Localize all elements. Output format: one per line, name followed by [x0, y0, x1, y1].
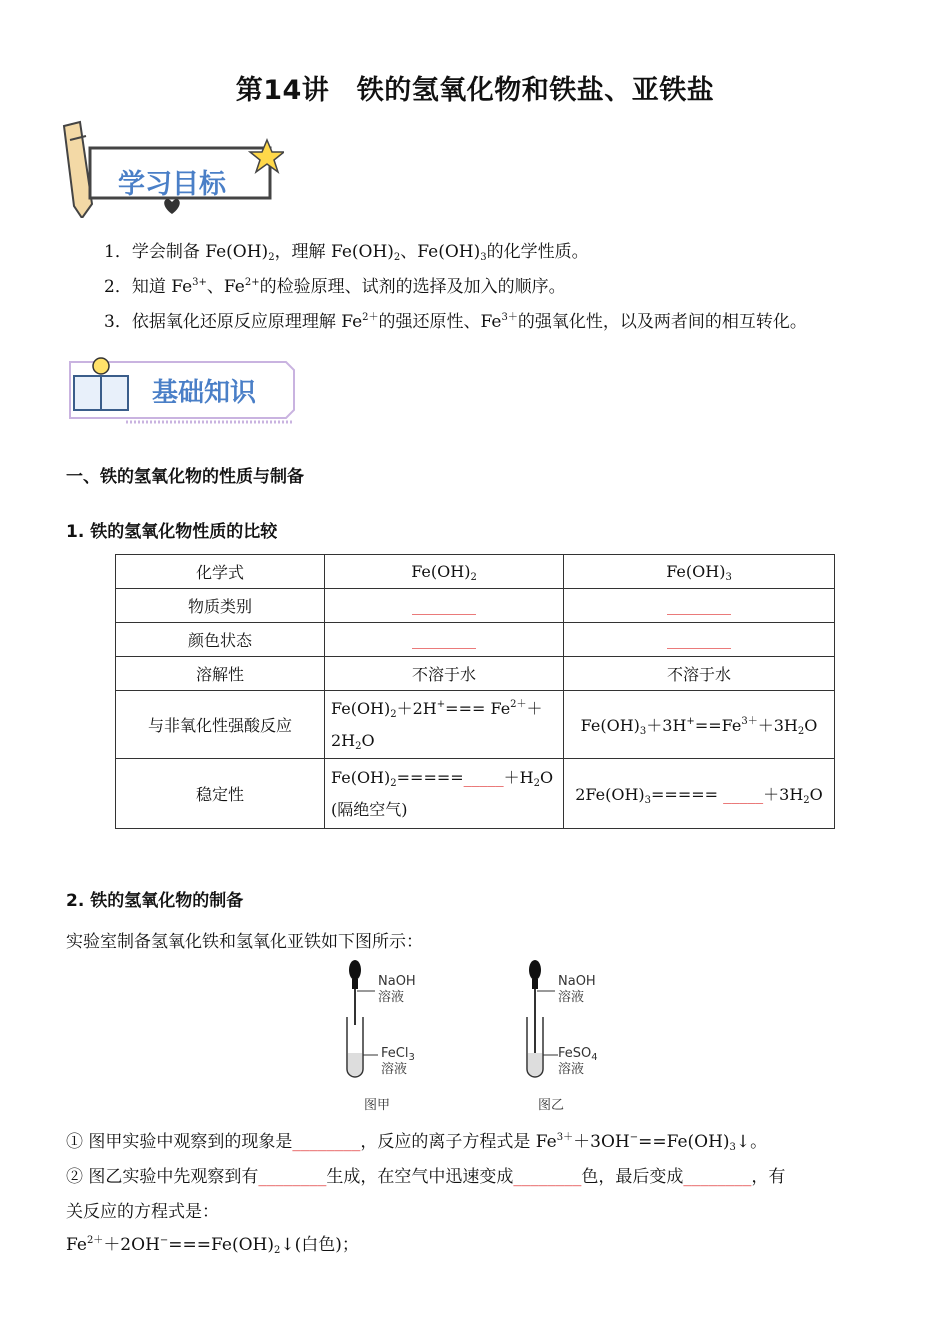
answer-blank: ________	[564, 623, 835, 657]
intro-text: 实验室制备氢氧化铁和氢氧化亚铁如下图所示：	[66, 932, 423, 952]
goal-3: 3．依据氧化还原反应原理理解 $Fe^{2+}$的强还原性、$Fe^{3+}$的强氧化性，以及两者间的相互转化。	[104, 312, 807, 332]
answer-blank: ________	[292, 1132, 361, 1152]
caption-b: 图乙	[538, 1098, 565, 1113]
table-cell: 稳定性	[116, 759, 325, 829]
table-cell: 溶解性	[116, 657, 325, 691]
table-cell: 物质类别	[116, 589, 325, 623]
label-fecl3: FeCl$_3$ 溶液	[381, 1046, 415, 1077]
table-cell: $Fe(OH)_2=====\_\_\_\_\_+H_2O$ (隔绝空气)	[325, 759, 564, 829]
table-row	[116, 623, 835, 657]
property-table	[115, 554, 835, 829]
table-cell: 颜色状态	[116, 623, 325, 657]
label-naoh-a: NaOH 溶液	[378, 974, 416, 1005]
question-2-cont: 关反应的方程式是：	[66, 1202, 219, 1222]
table-row	[116, 589, 835, 623]
answer-blank: _____	[723, 785, 764, 804]
pencil-icon	[64, 122, 92, 218]
label-naoh-b: NaOH 溶液	[558, 974, 596, 1005]
goal-1: 1．学会制备 $Fe(OH)_2$，理解 $Fe(OH)_2$、$Fe(OH)_3$的化学性质。	[104, 242, 589, 263]
sub-heading-1: 1. 铁的氢氧化物性质的比较	[66, 522, 278, 542]
heart-icon	[164, 199, 180, 214]
table-row	[116, 555, 835, 589]
table-cell: $Fe(OH)_2+2H^+=== Fe^{2+}+$ $2H_2O$	[325, 691, 564, 759]
table-row	[116, 759, 835, 829]
sub-heading-2: 2. 铁的氢氧化物的制备	[66, 891, 244, 911]
answer-blank: _____	[463, 767, 504, 787]
table-header-cell: $Fe(OH)_3$	[564, 555, 835, 589]
caption-a: 图甲	[364, 1098, 391, 1113]
section-heading-1: 一、铁的氢氧化物的性质与制备	[66, 467, 304, 487]
dropper-a-icon	[349, 960, 375, 1025]
question-2: ② 图乙实验中先观察到有________生成，在空气中迅速变成________色，最后变成________，有	[66, 1167, 786, 1187]
question-1: ① 图甲实验中观察到的现象是________，反应的离子方程式是 $Fe^{3+}+3OH^-==Fe(OH)_3↓$。	[66, 1132, 768, 1153]
table-header-cell: $Fe(OH)_2$	[325, 555, 564, 589]
test-tube-b-icon	[527, 1017, 558, 1077]
label-feso4: FeSO$_4$ 溶液	[558, 1046, 598, 1077]
table-cell: 与非氧化性强酸反应	[116, 691, 325, 759]
table-cell: $2Fe(OH)_3=====$ $\_\_\_\_\_+3H_2O$	[564, 759, 835, 829]
page-title: 第14讲 铁的氢氧化物和铁盐、亚铁盐	[235, 75, 715, 106]
answer-blank: ________	[683, 1167, 752, 1187]
answer-blank: ________	[258, 1167, 327, 1187]
goal-2: 2．知道 $Fe^{3+}$、$Fe^{2+}$的检验原理、试剂的选择及加入的顺序。	[104, 277, 566, 297]
test-tube-a-icon	[347, 1017, 378, 1077]
goals-banner-label: 学习目标	[118, 169, 226, 200]
lightbulb-icon	[93, 358, 109, 374]
table-row	[116, 691, 835, 759]
answer-blank: ________	[325, 623, 564, 657]
dropper-b-icon	[529, 960, 555, 1055]
answer-blank: ________	[325, 589, 564, 623]
table-cell: 不溶于水	[325, 657, 564, 691]
equation-1: $Fe^{2+}+2OH^-===Fe(OH)_2↓$(白色)；	[66, 1235, 359, 1256]
table-cell: 不溶于水	[564, 657, 835, 691]
table-row	[116, 657, 835, 691]
answer-blank: ________	[513, 1167, 582, 1187]
answer-blank: ________	[564, 589, 835, 623]
table-header-cell: 化学式	[116, 555, 325, 589]
table-cell: $Fe(OH)_3+3H^+==Fe^{3+}+3H_2O$	[564, 691, 835, 759]
knowledge-banner-label: 基础知识	[152, 378, 257, 408]
